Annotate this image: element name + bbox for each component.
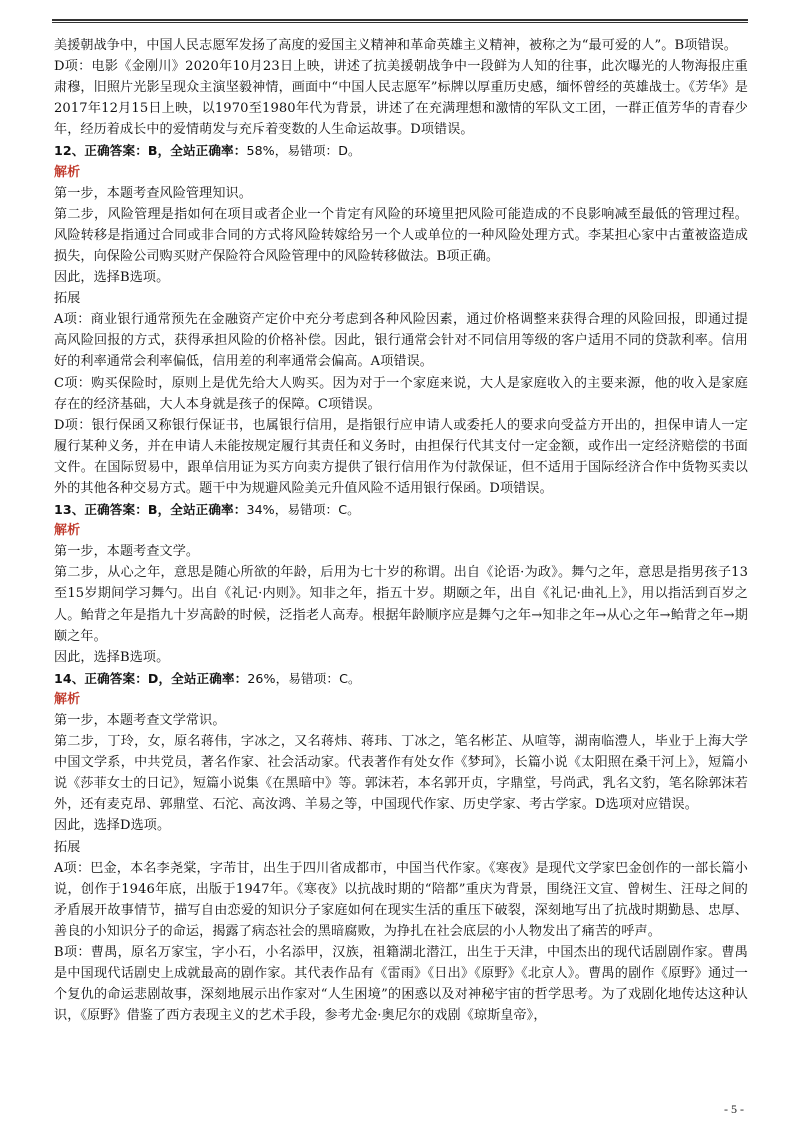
- body-paragraph: A项：巴金，本名李尧棠，字芾甘，出生于四川省成都市，中国当代作家。《寒夜》是现代文学家巴金创作的一部长篇小说，创作于1946年底，出版于1947年。《寒夜》以抗战时期的“陪都”重庆为背景，围绕汪文宣、曾树生、汪母之间的矛盾展开故事情节，描写自由恋爱的知识分子家庭如何在现实生活的重压下破裂，深刻地写出了抗战时期勤恳、忠厚、善良的小知识分子的命运，揭露了病态社会的黑暗腐败，为挣扎在社会底层的小人物发出了痛苦的呼声。: [54, 860, 748, 939]
- answer-line: [54, 140, 748, 161]
- page-number: - 5 -: [724, 1102, 744, 1116]
- body-paragraph: 第一步，本题考查文学常识。: [54, 713, 226, 728]
- answer-label: 13、正确答案：B，全站正确率：: [54, 502, 247, 518]
- body-paragraph: 因此，选择B选项。: [54, 270, 170, 286]
- body-paragraph: B项：曹禺，原名万家宝，字小石，小名添甲，汉族，祖籍湖北潜江，出生于天津，中国杰出的现代话剧剧作家。曹禺是中国现代话剧史上成就最高的剧作家。其代表作品有《雷雨》《日出》《原野》《北京人》。曹禺的剧作《原野》通过一个复仇的命运悲剧故事，深刻地展示出作家对“人生困境”的困惑以及对神秘宇宙的哲学思考。为了戏剧化地传达这种认识，《原野》借鉴了西方表现主义的艺术手段，参考尤金·奥尼尔的戏剧《琼斯皇帝》，: [54, 945, 748, 1024]
- document-body: [54, 35, 748, 1026]
- header-rule-thin: [52, 22, 748, 23]
- accuracy-rate: 34%，易错项：C。: [246, 502, 360, 518]
- analysis-heading: 解析: [54, 691, 81, 707]
- answer-label: 14、正确答案：D，全站正确率：: [54, 670, 248, 686]
- accuracy-rate: 26%，易错项：C。: [247, 670, 361, 686]
- body-paragraph: D项：电影《金刚川》2020年10月23日上映，讲述了抗美援朝战争中一段鲜为人知的往事，此次曝光的人物海报庄重肃穆，旧照片光影呈现众主演坚毅神情，画面中“中国人民志愿军”标牌以厚重历史感，缅怀曾经的英雄战士。《芳华》是2017年12月15日上映，以1970至1980年代为背景，讲述了在充满理想和激情的军队文工团，一群正值芳华的青春少年，经历着成长中的爱情萌发与充斥着变数的人生命运故事。D项错误。: [54, 59, 748, 138]
- body-paragraph: 第二步，从心之年，意思是随心所欲的年龄，后用为七十岁的称谓。出自《论语·为政》。舞勺之年，意思是指男孩子13至15岁期间学习舞勺。出自《礼记·内则》。知非之年，指五十岁。期颐之年，出自《礼记·曲礼上》，用以指活到百岁之人。鲐背之年是指九十岁高龄的时候，泛指老人高寿。根据年龄顺序应是舞勺之年→知非之年→从心之年→鲐背之年→期颐之年。: [54, 565, 748, 644]
- body-paragraph: D项：银行保函又称银行保证书，也属银行信用，是指银行应申请人或委托人的要求向受益方开出的，担保申请人一定履行某种义务，并在申请人未能按规定履行其责任和义务时，由担保行代其支付一定金额，或作出一定经济赔偿的书面文件。在国际贸易中，跟单信用证为买方向卖方提供了银行信用作为付款保证，但不适用于国际经济合作中货物买卖以外的其他各种交易方式。题干中为规避风险美元升值风险不适用银行保函。D项错误。: [54, 417, 748, 496]
- analysis-heading: 解析: [54, 523, 81, 539]
- header-rule: [52, 19, 748, 21]
- analysis-heading: 解析: [54, 164, 81, 180]
- accuracy-rate: 58%，易错项：D。: [246, 143, 361, 159]
- body-paragraph: C项：购买保险时，原则上是优先给大人购买。因为对于一个家庭来说，大人是家庭收入的主要来源，他的收入是家庭存在的经济基础，大人本身就是孩子的保障。C项错误。: [54, 375, 748, 412]
- answer-line: [54, 668, 748, 689]
- body-paragraph: 第二步，风险管理是指如何在项目或者企业一个肯定有风险的环境里把风险可能造成的不良影响减至最低的管理过程。风险转移是指通过合同或非合同的方式将风险转嫁给另一个人或单位的一种风险处理方式。李某担心家中古董被盗造成损失，向保险公司购买财产保险符合风险管理中的风险转移做法。B项正确。: [54, 206, 748, 264]
- body-paragraph: 美援朝战争中，中国人民志愿军发扬了高度的爱国主义精神和革命英雄主义精神，被称之为“最可爱的人”。B项错误。: [54, 38, 737, 53]
- body-paragraph: 第一步，本题考查文学。: [54, 544, 200, 560]
- extension-heading: 拓展: [54, 839, 81, 855]
- answer-line: [54, 499, 748, 520]
- body-paragraph: 因此，选择D选项。: [54, 818, 171, 834]
- body-paragraph: 第一步，本题考查风险管理知识。: [54, 185, 252, 201]
- extension-heading: 拓展: [54, 291, 81, 307]
- body-paragraph: 第二步，丁玲，女，原名蒋伟，字冰之，又名蒋炜、蒋玮、丁冰之，笔名彬芷、从喧等，湖南临澧人，毕业于上海大学中国文学系，中共党员，著名作家、社会活动家。代表著作有处女作《梦珂》，长篇小说《太阳照在桑干河上》，短篇小说《莎菲女士的日记》，短篇小说集《在黑暗中》等。郭沫若，本名郭开贞，字鼎堂，号尚武，乳名文豹，笔名除郭沫若外，还有麦克昂、郭鼎堂、石沱、高汝鸿、羊易之等，中国现代作家、历史学家、考古学家。D选项对应错误。: [54, 734, 748, 813]
- body-paragraph: A项：商业银行通常预先在金融资产定价中充分考虑到各种风险因素，通过价格调整来获得合理的风险回报，即通过提高风险回报的方式，获得承担风险的价格补偿。因此，银行通常会针对不同信用等级的客户适用不同的贷款利率。信用好的利率通常会利率偏低，信用差的利率通常会偏高。A项错误。: [54, 312, 748, 370]
- answer-label: 12、正确答案：B，全站正确率：: [54, 143, 247, 159]
- body-paragraph: 因此，选择B选项。: [54, 649, 170, 665]
